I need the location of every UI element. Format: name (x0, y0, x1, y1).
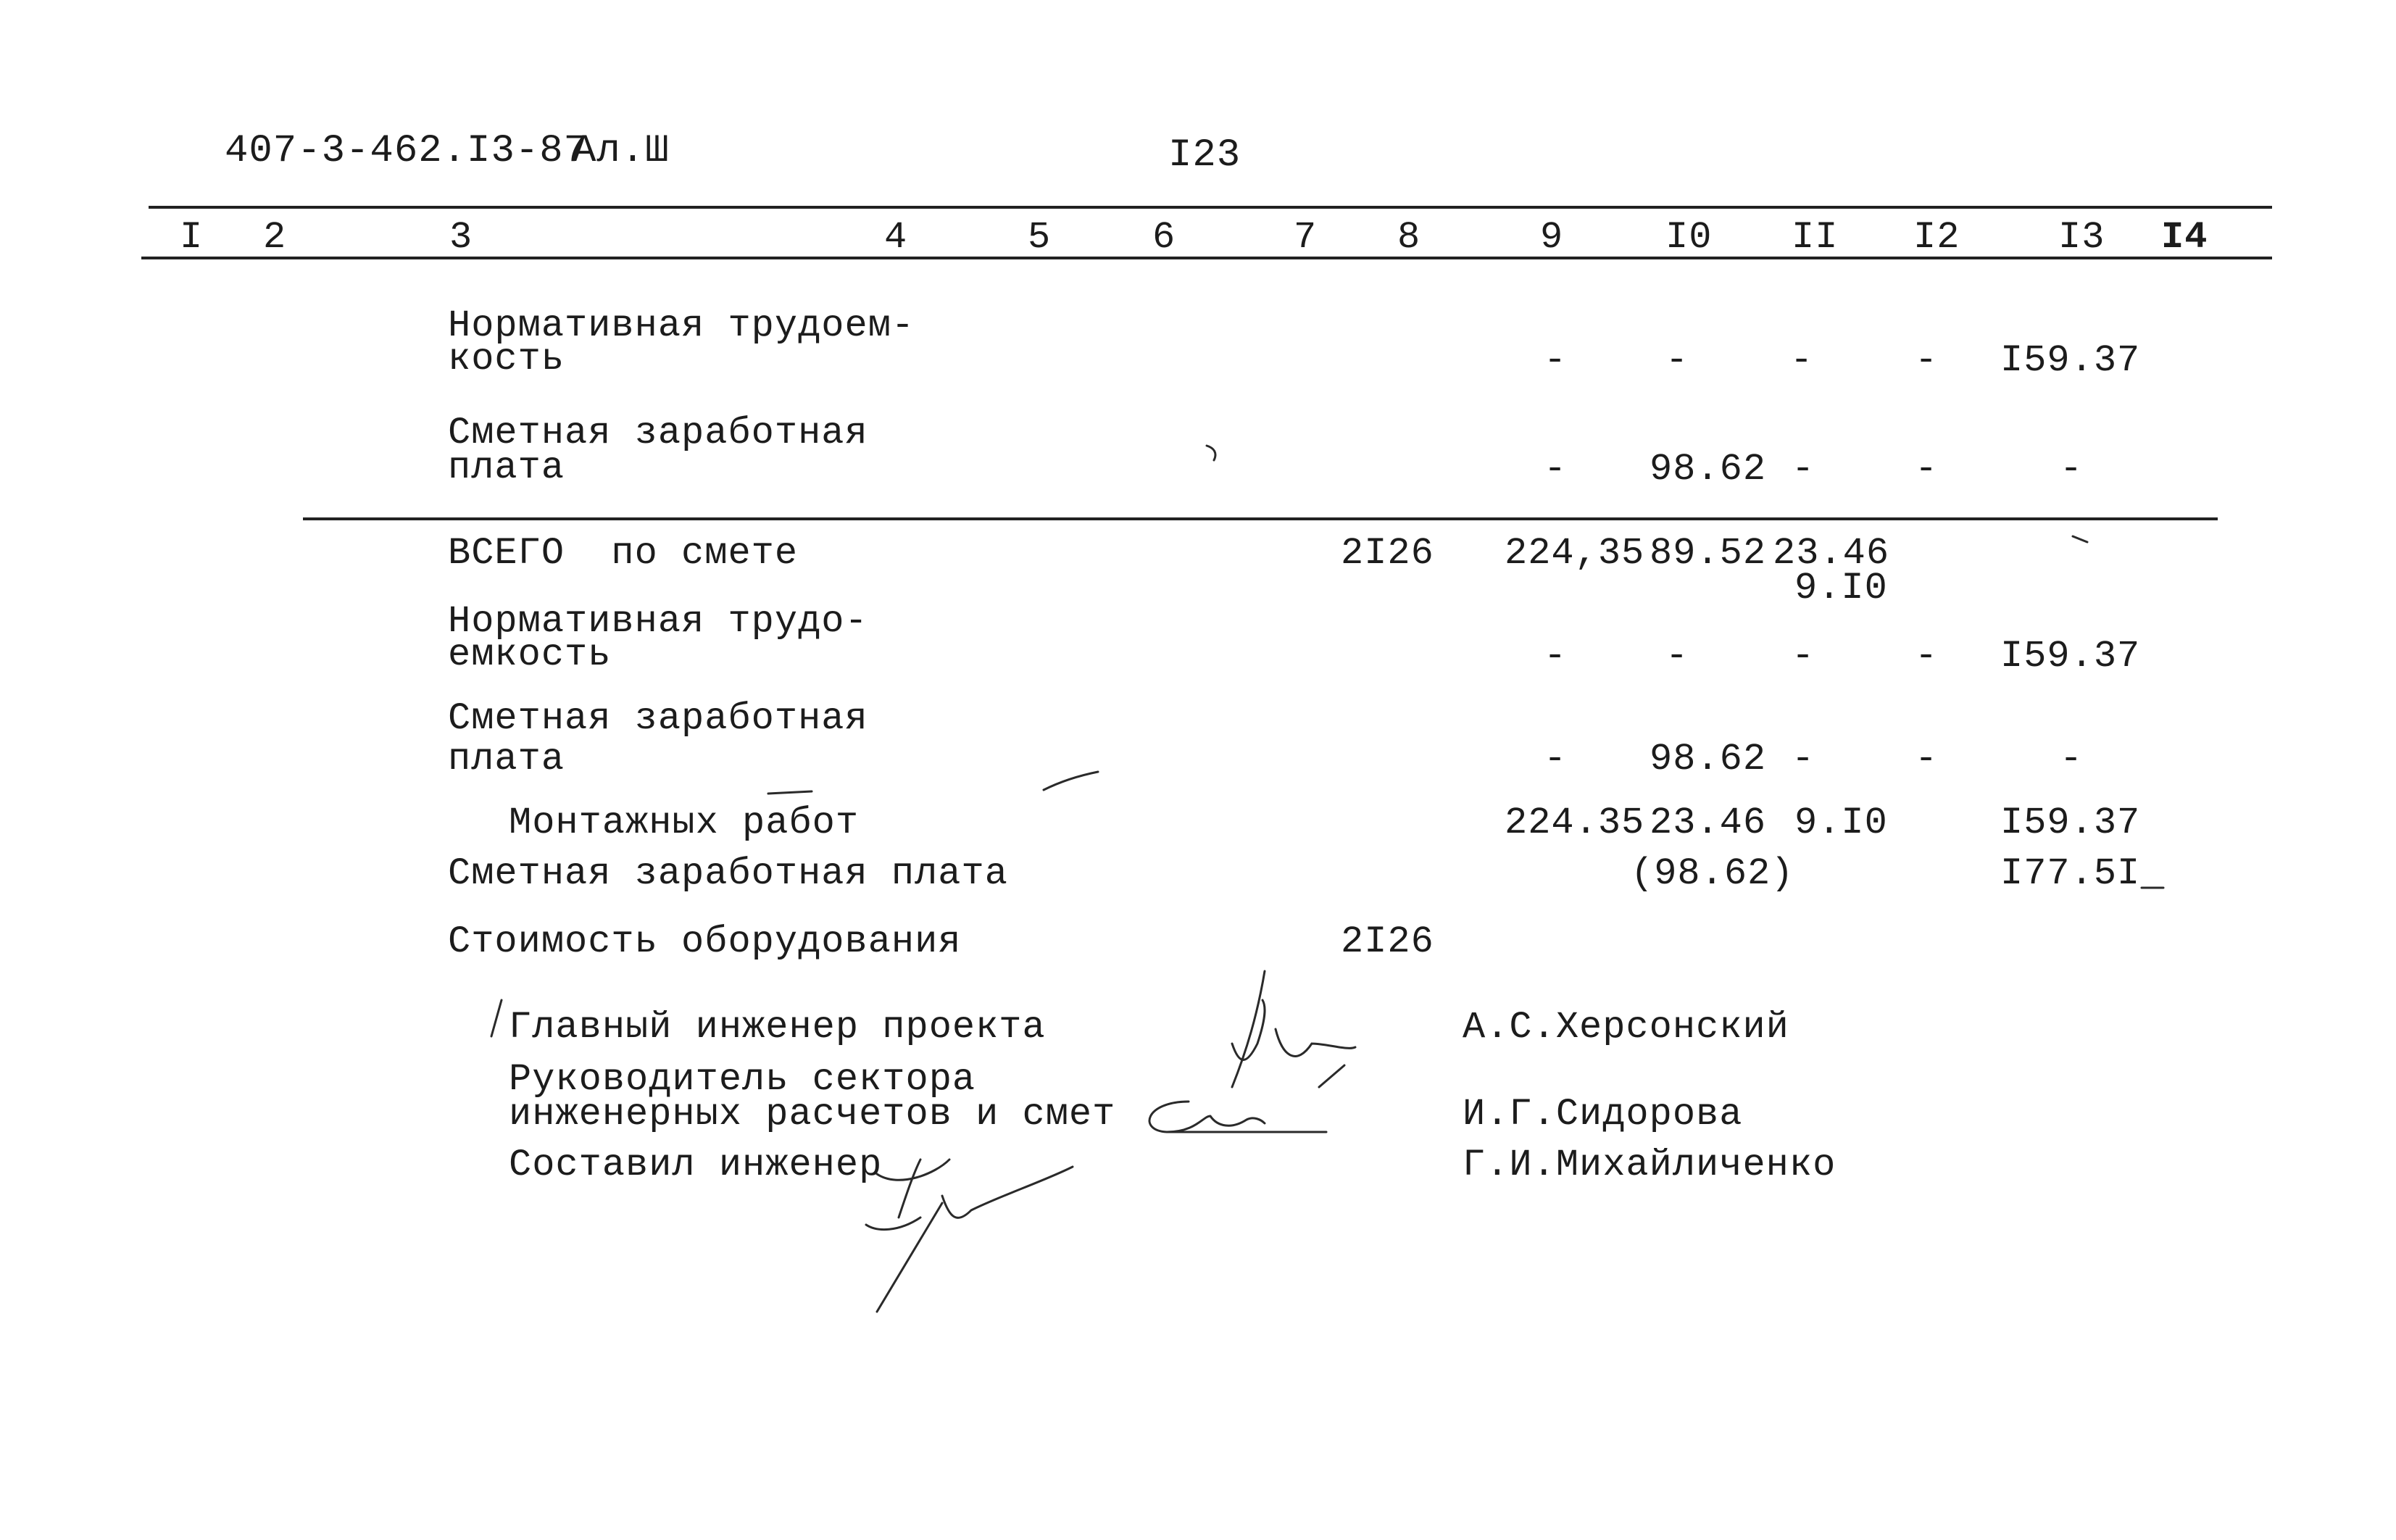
cell-col9: - (1544, 448, 1568, 491)
column-number: I (180, 216, 204, 259)
cell-col11: 9.I0 (1794, 567, 1888, 609)
cell-col10: (98.62) (1631, 852, 1794, 895)
signatory-name: Г.И.Михайличенко (1463, 1144, 1836, 1186)
cell-col11: - (1792, 448, 1815, 491)
cell-col11: - (1792, 635, 1815, 678)
document-code: 407-3-462.I3-87 (225, 129, 588, 173)
row-label: Сметная заработная (448, 697, 868, 740)
column-number: I3 (2058, 216, 2105, 259)
cell-col13: I59.37 (2000, 635, 2141, 678)
column-number: I4 (2161, 216, 2208, 259)
row-label: Нормативная трудоем- (448, 304, 915, 347)
head-signature (1149, 1102, 1326, 1132)
cell-col12: - (1915, 738, 1939, 781)
column-number: I2 (1913, 216, 1960, 259)
signatory-title: Руководитель сектора (509, 1058, 976, 1101)
row-label: Сметная заработная плата (448, 852, 1008, 895)
cell-col10: - (1665, 339, 1689, 382)
stray-mark (1044, 772, 1098, 790)
signatory-title: Главный инженер проекта (509, 1006, 1046, 1049)
cell-col13: I59.37 (2000, 339, 2141, 382)
column-number: 4 (884, 216, 908, 259)
column-number: 9 (1540, 216, 1564, 259)
row-label: емкость (448, 633, 612, 676)
column-number: 3 (449, 216, 473, 259)
cell-col11: - (1792, 738, 1815, 781)
stray-mark (2073, 536, 2087, 542)
cell-col12: - (1915, 635, 1939, 678)
cell-col10: 89.52 (1650, 532, 1767, 575)
cell-col13: I77.5I (2000, 852, 2141, 895)
bracket-mark (491, 1000, 502, 1036)
row-label: кость (448, 338, 565, 380)
cell-col11: 23.46 (1773, 532, 1890, 575)
cell-col10: 23.46 (1650, 802, 1767, 844)
signatory-title: Составил инженер (509, 1144, 883, 1186)
sheet-label: Ал.Ш (573, 129, 670, 173)
cell-col10: 98.62 (1650, 448, 1767, 491)
column-number: 8 (1397, 216, 1421, 259)
signatory-title: инженерных расчетов и смет (509, 1093, 1116, 1136)
cell-col9: - (1544, 738, 1568, 781)
chief-signature (1232, 971, 1355, 1087)
row-label: Монтажных работ (509, 802, 860, 844)
row-label: Стоимость оборудования (448, 920, 962, 963)
cell-col10: 98.62 (1650, 738, 1767, 781)
row-label: плата (448, 446, 565, 489)
cell-col13: I59.37 (2000, 802, 2141, 844)
row-label: плата (448, 738, 565, 781)
cell-col9: 224,35 (1505, 532, 1645, 575)
cell-col13: - (2060, 448, 2084, 491)
cell-col12: - (1915, 339, 1939, 382)
cell-col8: 2I26 (1341, 920, 1434, 963)
column-number: 6 (1152, 216, 1176, 259)
signatory-name: И.Г.Сидорова (1463, 1093, 1743, 1136)
cell-col9: 224.35 (1505, 802, 1645, 844)
cell-col13: - (2060, 738, 2084, 781)
page-number: I23 (1168, 133, 1241, 178)
cell-col10: - (1665, 635, 1689, 678)
column-number: II (1792, 216, 1839, 259)
signatory-name: А.С.Херсонский (1463, 1006, 1789, 1049)
column-number: 7 (1294, 216, 1318, 259)
cell-col8: 2I26 (1341, 532, 1434, 575)
cell-col9: - (1544, 339, 1568, 382)
row-label: Нормативная трудо- (448, 600, 868, 643)
cell-col11: - (1790, 339, 1814, 382)
compiler-signature (866, 1160, 1073, 1312)
row-label: Сметная заработная (448, 412, 868, 454)
cell-col12: - (1915, 448, 1939, 491)
row-label: ВСЕГО по смете (448, 532, 799, 575)
stray-mark (1207, 446, 1215, 460)
stray-mark (768, 791, 812, 794)
column-number: I0 (1665, 216, 1713, 259)
cell-col9: - (1544, 635, 1568, 678)
column-number: 5 (1028, 216, 1052, 259)
cell-col11: 9.I0 (1794, 802, 1888, 844)
column-number: 2 (263, 216, 287, 259)
